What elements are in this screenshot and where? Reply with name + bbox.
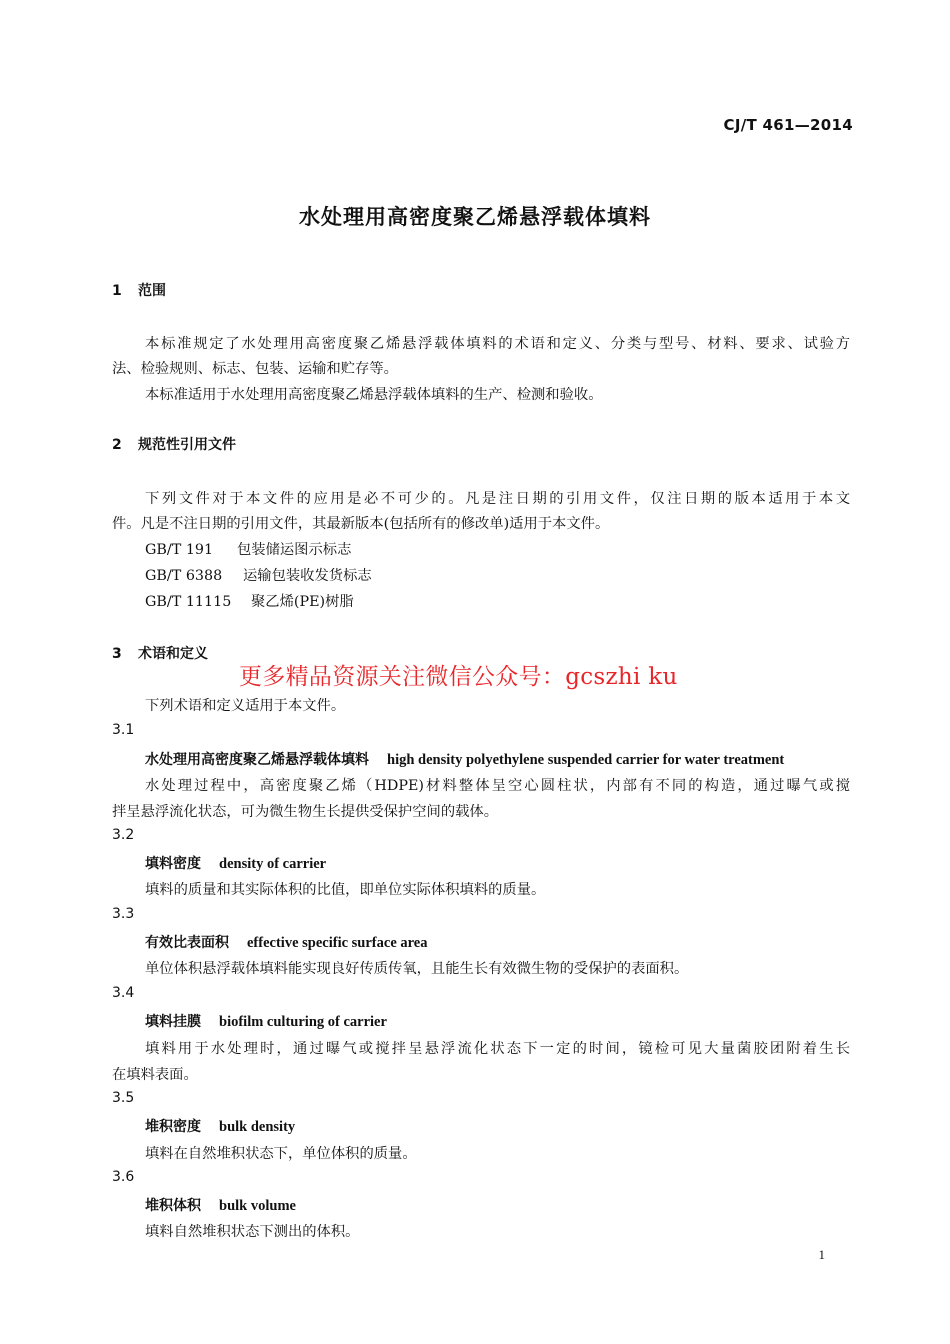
term-en: bulk density xyxy=(219,1119,296,1135)
term-heading xyxy=(145,1195,296,1215)
clause-number: 3.6 xyxy=(112,1169,135,1185)
term-heading xyxy=(145,853,326,873)
reference-item xyxy=(145,591,354,611)
section-title: 范围 xyxy=(138,283,166,299)
term-zh: 有效比表面积 xyxy=(145,935,229,951)
section-title: 术语和定义 xyxy=(138,646,208,662)
term-heading xyxy=(145,1011,387,1031)
term-en: biofilm culturing of carrier xyxy=(219,1014,387,1030)
term-definition: 填料自然堆积状态下测出的体积。 xyxy=(145,1224,360,1240)
reference-code: GB/T 191 xyxy=(145,542,214,558)
term-definition: 填料的质量和其实际体积的比值，即单位实际体积填料的质量。 xyxy=(145,882,546,898)
term-zh: 填料密度 xyxy=(145,856,201,872)
reference-code: GB/T 11115 xyxy=(145,594,232,610)
term-zh: 填料挂膜 xyxy=(145,1014,201,1030)
term-definition: 填料在自然堆积状态下，单位体积的质量。 xyxy=(145,1146,417,1162)
scope-paragraph-line: 法、检验规则、标志、包装、运输和贮存等。 xyxy=(112,361,398,377)
clause-number: 3.2 xyxy=(112,827,135,843)
section-number: 2 xyxy=(112,437,122,453)
term-zh: 堆积体积 xyxy=(145,1198,201,1214)
clause-number: 3.1 xyxy=(112,722,135,738)
reference-item xyxy=(145,539,351,559)
section-3-heading xyxy=(112,643,208,663)
reference-name: 包装储运图示标志 xyxy=(237,542,352,558)
references-paragraph-line: 下列文件对于本文件的应用是必不可少的。凡是注日期的引用文件，仅注日期的版本适用于本文 xyxy=(145,491,850,507)
document-code: CJ/T 461—2014 xyxy=(723,116,853,134)
section-number: 3 xyxy=(112,646,122,662)
term-definition-line: 在填料表面。 xyxy=(112,1067,198,1083)
term-definition-line: 拌呈悬浮流化状态，可为微生物生长提供受保护空间的载体。 xyxy=(112,804,499,820)
section-title: 规范性引用文件 xyxy=(138,437,236,453)
term-heading xyxy=(145,749,784,769)
references-paragraph-line: 件。凡是不注日期的引用文件，其最新版本(包括所有的修改单)适用于本文件。 xyxy=(112,516,610,532)
reference-item xyxy=(145,565,372,585)
clause-number: 3.5 xyxy=(112,1090,135,1106)
reference-name: 聚乙烯(PE)树脂 xyxy=(251,594,354,610)
section-2-heading xyxy=(112,434,236,454)
watermark-text: 更多精品资源关注微信公众号：gcszhi ku xyxy=(239,664,678,690)
term-heading xyxy=(145,932,428,952)
document-title: 水处理用高密度聚乙烯悬浮载体填料 xyxy=(299,205,651,229)
section-1-heading xyxy=(112,280,166,300)
reference-name: 运输包装收发货标志 xyxy=(243,568,372,584)
term-definition: 单位体积悬浮载体填料能实现良好传质传氧，且能生长有效微生物的受保护的表面积。 xyxy=(145,961,689,977)
page-number: 1 xyxy=(818,1247,825,1262)
term-en: high density polyethylene suspended carrier for water treatment xyxy=(387,752,785,768)
term-en: density of carrier xyxy=(219,856,327,872)
clause-number: 3.4 xyxy=(112,985,135,1001)
terms-intro: 下列术语和定义适用于本文件。 xyxy=(145,698,346,714)
scope-paragraph: 本标准适用于水处理用高密度聚乙烯悬浮载体填料的生产、检测和验收。 xyxy=(145,387,603,403)
term-en: bulk volume xyxy=(219,1198,296,1214)
scope-paragraph-line: 本标准规定了水处理用高密度聚乙烯悬浮载体填料的术语和定义、分类与型号、材料、要求、试验方 xyxy=(145,336,850,352)
term-en: effective specific surface area xyxy=(247,935,428,951)
term-zh: 水处理用高密度聚乙烯悬浮载体填料 xyxy=(145,752,369,768)
term-zh: 堆积密度 xyxy=(145,1119,201,1135)
section-number: 1 xyxy=(112,283,122,299)
term-definition-line: 填料用于水处理时，通过曝气或搅拌呈悬浮流化状态下一定的时间，镜检可见大量菌胶团附着生长 xyxy=(145,1041,850,1057)
term-heading xyxy=(145,1116,295,1136)
reference-code: GB/T 6388 xyxy=(145,568,223,584)
clause-number: 3.3 xyxy=(112,906,135,922)
term-definition-line: 水处理过程中，高密度聚乙烯（HDPE)材料整体呈空心圆柱状，内部有不同的构造，通过曝气或搅 xyxy=(145,778,850,794)
